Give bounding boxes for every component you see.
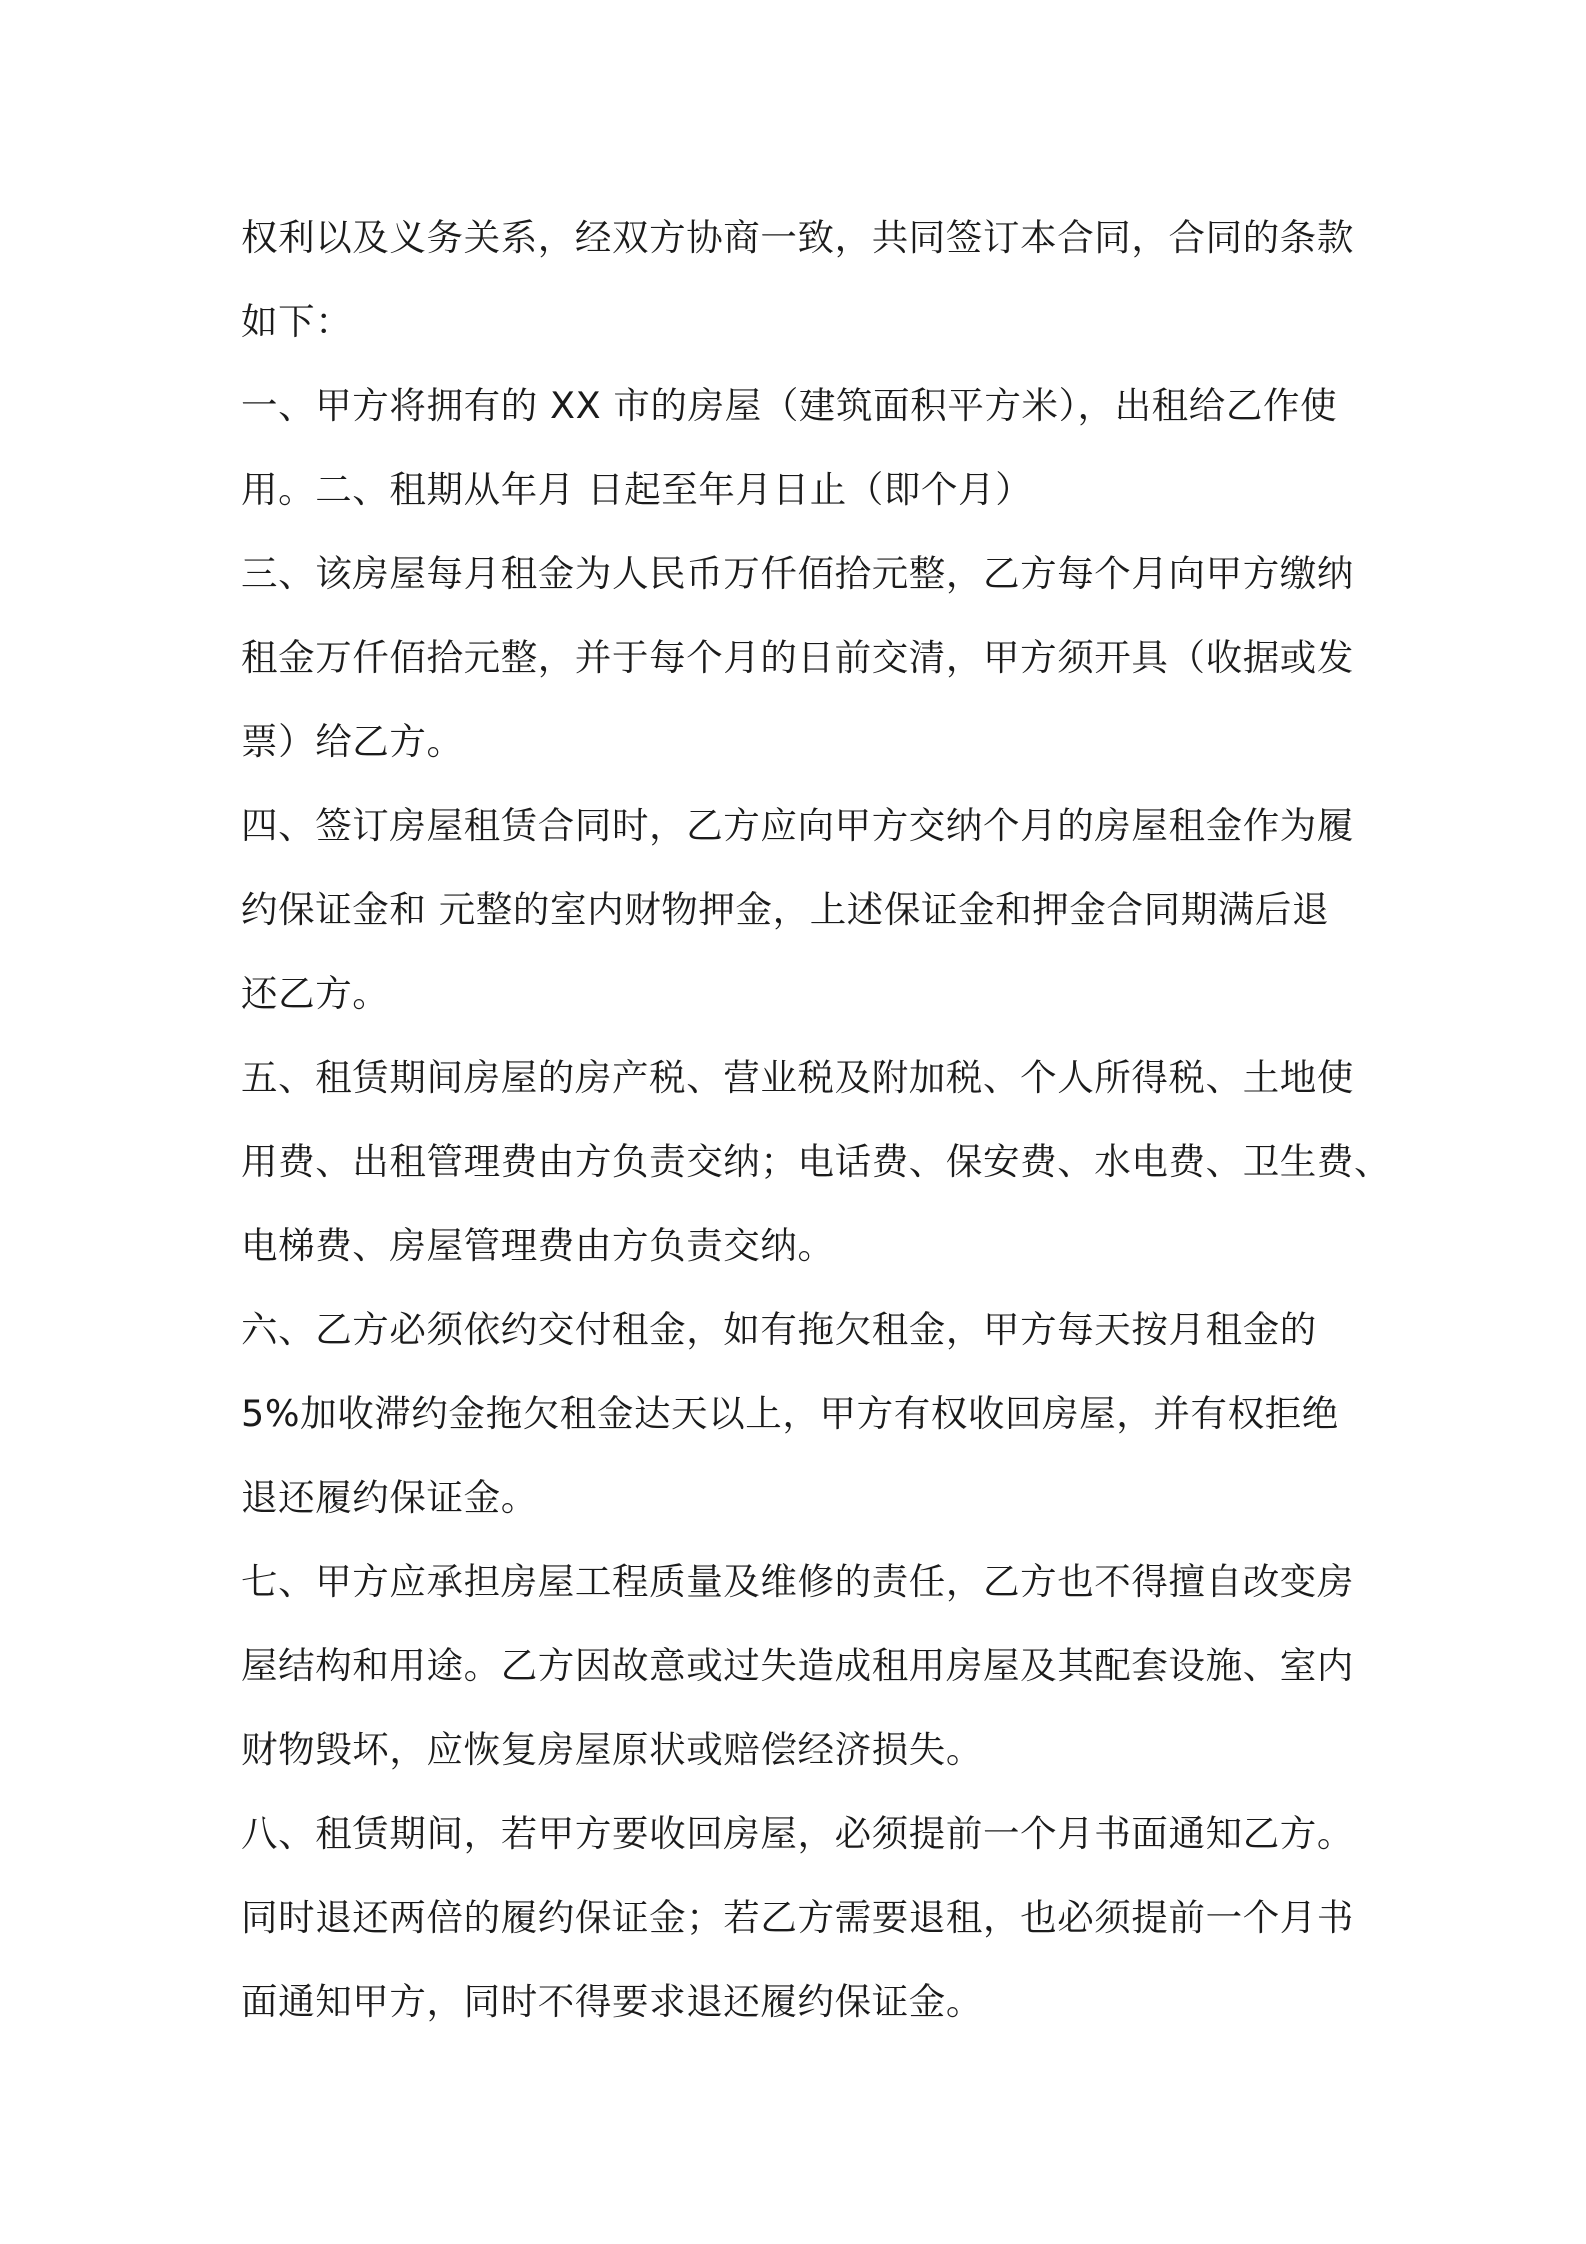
document-line: 三、该房屋每月租金为人民币万仟佰拾元整，乙方每个月向甲方缴纳 [241,552,1354,595]
document-line: 面通知甲方，同时不得要求退还履约保证金。 [241,1980,983,2023]
document-line: 票）给乙方。 [241,720,464,763]
document-line: 一、甲方将拥有的 XX 市的房屋（建筑面积平方米），出租给乙作使 [241,384,1338,427]
document-line: 屋结构和用途。乙方因故意或过失造成租用房屋及其配套设施、室内 [241,1644,1354,1687]
document-line: 5%加收滞约金拖欠租金达天以上，甲方有权收回房屋，并有权拒绝 [241,1392,1339,1435]
document-line: 用费、出租管理费由方负责交纳；电话费、保安费、水电费、卫生费、 [241,1140,1392,1183]
document-line: 五、租赁期间房屋的房产税、营业税及附加税、个人所得税、土地使 [241,1056,1354,1099]
document-line: 约保证金和 元整的室内财物押金，上述保证金和押金合同期满后退 [241,888,1330,931]
document-line: 用。二、租期从年月 日起至年月日止（即个月） [241,468,1033,511]
document-line: 租金万仟佰拾元整，并于每个月的日前交清，甲方须开具（收据或发 [241,636,1354,679]
document-line: 六、乙方必须依约交付租金，如有拖欠租金，甲方每天按月租金的 [241,1308,1317,1351]
document-line: 财物毁坏，应恢复房屋原状或赔偿经济损失。 [241,1728,983,1771]
document-line: 四、签订房屋租赁合同时，乙方应向甲方交纳个月的房屋租金作为履 [241,804,1354,847]
document-line: 权利以及义务关系，经双方协商一致，共同签订本合同，合同的条款 [241,216,1354,259]
document-line: 如下： [241,300,353,343]
document-line: 电梯费、房屋管理费由方负责交纳。 [241,1224,835,1267]
document-line: 还乙方。 [241,972,390,1015]
document-body [241,196,1392,2044]
document-line: 同时退还两倍的履约保证金；若乙方需要退租，也必须提前一个月书 [241,1896,1354,1939]
document-line: 八、租赁期间，若甲方要收回房屋，必须提前一个月书面通知乙方。 [241,1812,1354,1855]
document-line: 退还履约保证金。 [241,1476,538,1519]
document-line: 七、甲方应承担房屋工程质量及维修的责任，乙方也不得擅自改变房 [241,1560,1354,1603]
